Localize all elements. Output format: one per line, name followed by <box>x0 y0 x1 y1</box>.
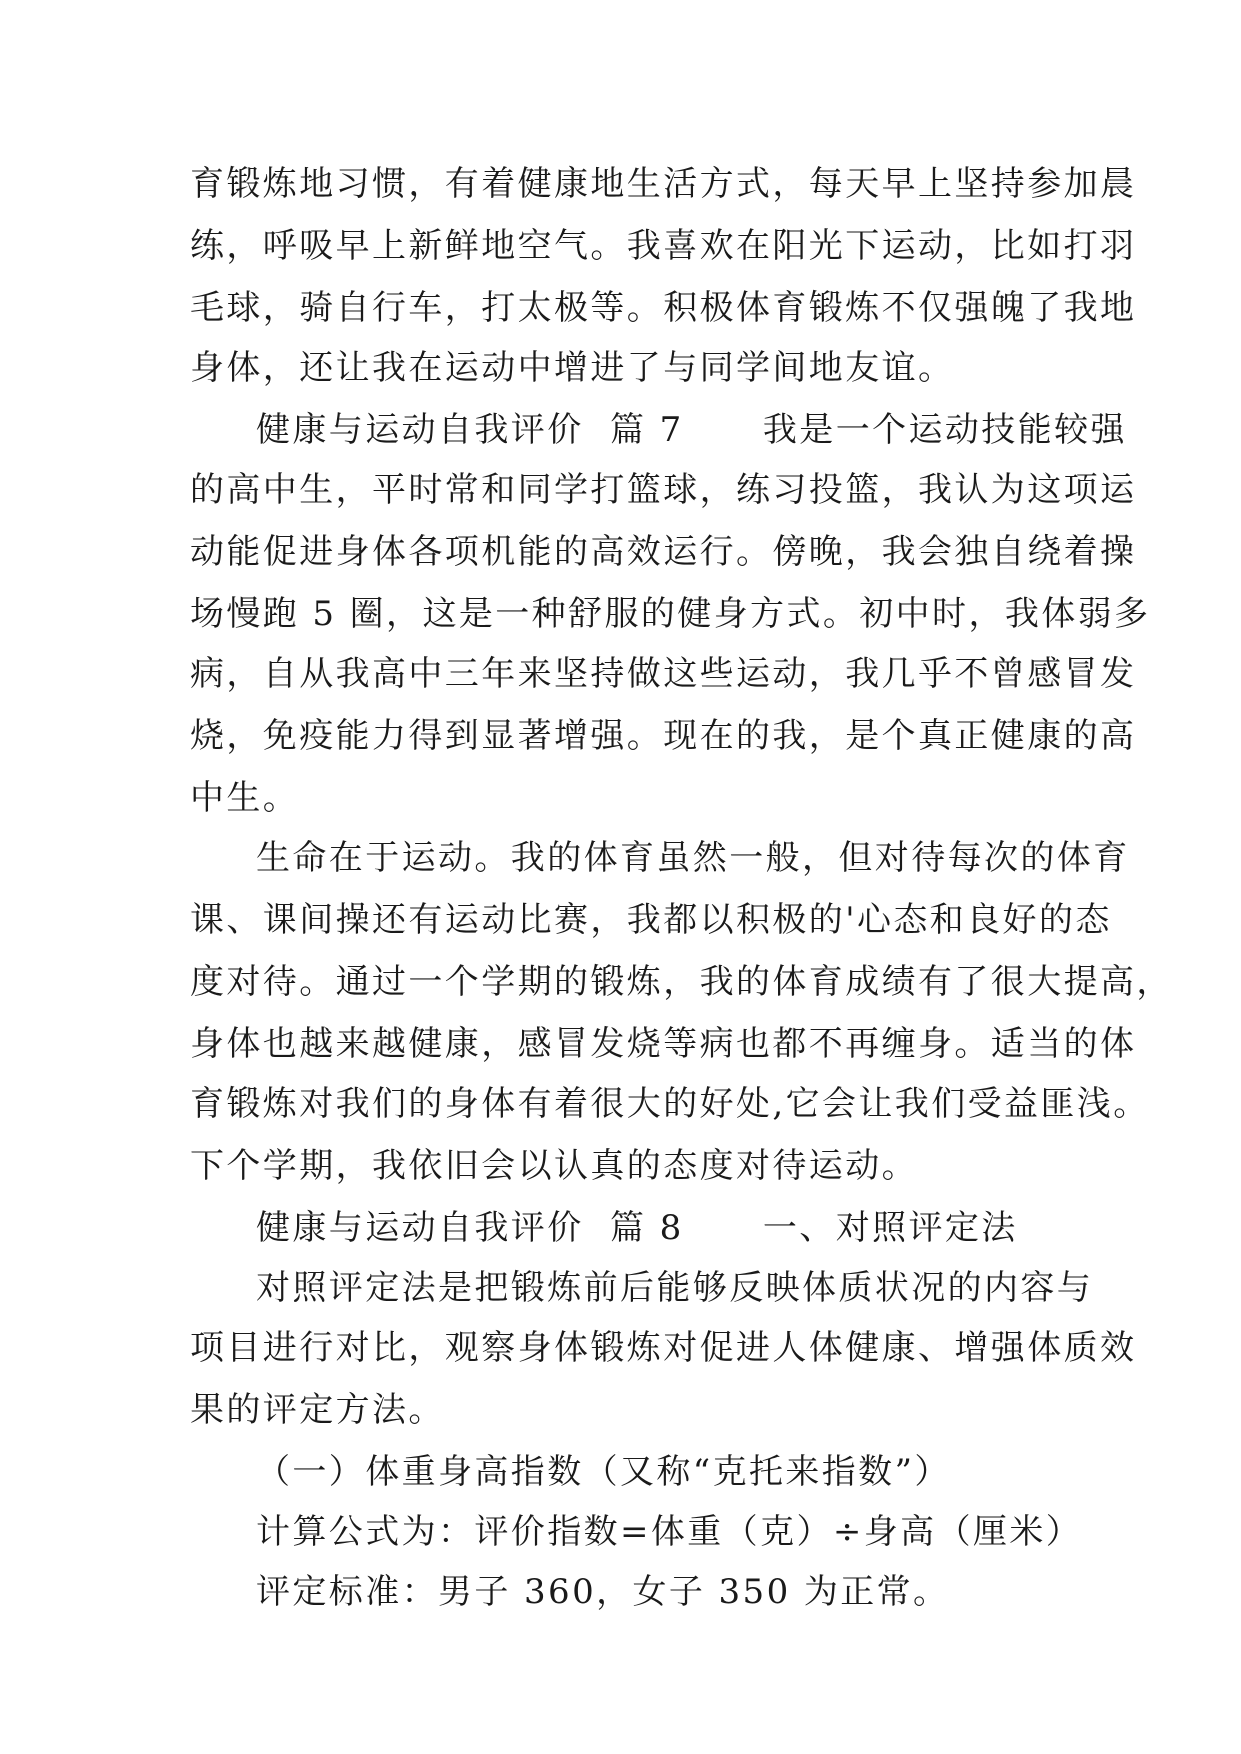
paragraph-line: 毛球，骑自行车，打太极等。积极体育锻炼不仅强魄了我地 <box>190 288 1137 328</box>
paragraph-line: 育锻炼地习惯，有着健康地生活方式，每天早上坚持参加晨 <box>190 164 1137 204</box>
paragraph-line: 下个学期，我依旧会以认真的态度对待运动。 <box>190 1146 918 1186</box>
subheading-line: （一）体重身高指数（又称“克托来指数”） <box>256 1452 951 1492</box>
paragraph-line: 身体，还让我在运动中增进了与同学间地友谊。 <box>190 348 955 388</box>
paragraph-line: 动能促进身体各项机能的高效运行。傍晚，我会独自绕着操 <box>190 532 1137 572</box>
section-heading-line: 健康与运动自我评价 篇 8 一、对照评定法 <box>256 1208 1018 1248</box>
paragraph-line: 课、课间操还有运动比赛，我都以积极的'心态和良好的态 <box>190 900 1112 940</box>
paragraph-line: 的高中生，平时常和同学打篮球，练习投篮，我认为这项运 <box>190 470 1137 510</box>
paragraph-line: 练，呼吸早上新鲜地空气。我喜欢在阳光下运动，比如打羽 <box>190 226 1137 266</box>
paragraph-line: 果的评定方法。 <box>190 1390 445 1430</box>
standard-line: 评定标准：男子 360，女子 350 为正常。 <box>256 1572 950 1612</box>
paragraph-line: 身体也越来越健康，感冒发烧等病也都不再缠身。适当的体 <box>190 1024 1137 1064</box>
section-heading-line: 健康与运动自我评价 篇 7 我是一个运动技能较强 <box>256 410 1127 450</box>
paragraph-line: 场慢跑 5 圈，这是一种舒服的健身方式。初中时，我体弱多 <box>190 594 1151 634</box>
paragraph-line: 育锻炼对我们的身体有着很大的好处,它会让我们受益匪浅。 <box>190 1084 1150 1124</box>
paragraph-line: 对照评定法是把锻炼前后能够反映体质状况的内容与 <box>256 1268 1094 1308</box>
paragraph-line: 中生。 <box>190 778 300 818</box>
paragraph-line: 病，自从我高中三年来坚持做这些运动，我几乎不曾感冒发 <box>190 654 1137 694</box>
paragraph-line: 生命在于运动。我的体育虽然一般，但对待每次的体育 <box>256 838 1130 878</box>
formula-line: 计算公式为：评价指数=体重（克）÷身高（厘米） <box>256 1512 1083 1552</box>
paragraph-line: 度对待。通过一个学期的锻炼，我的体育成绩有了很大提高， <box>190 962 1173 1002</box>
paragraph-line: 烧，免疫能力得到显著增强。现在的我，是个真正健康的高 <box>190 716 1137 756</box>
paragraph-line: 项目进行对比，观察身体锻炼对促进人体健康、增强体质效 <box>190 1328 1137 1368</box>
